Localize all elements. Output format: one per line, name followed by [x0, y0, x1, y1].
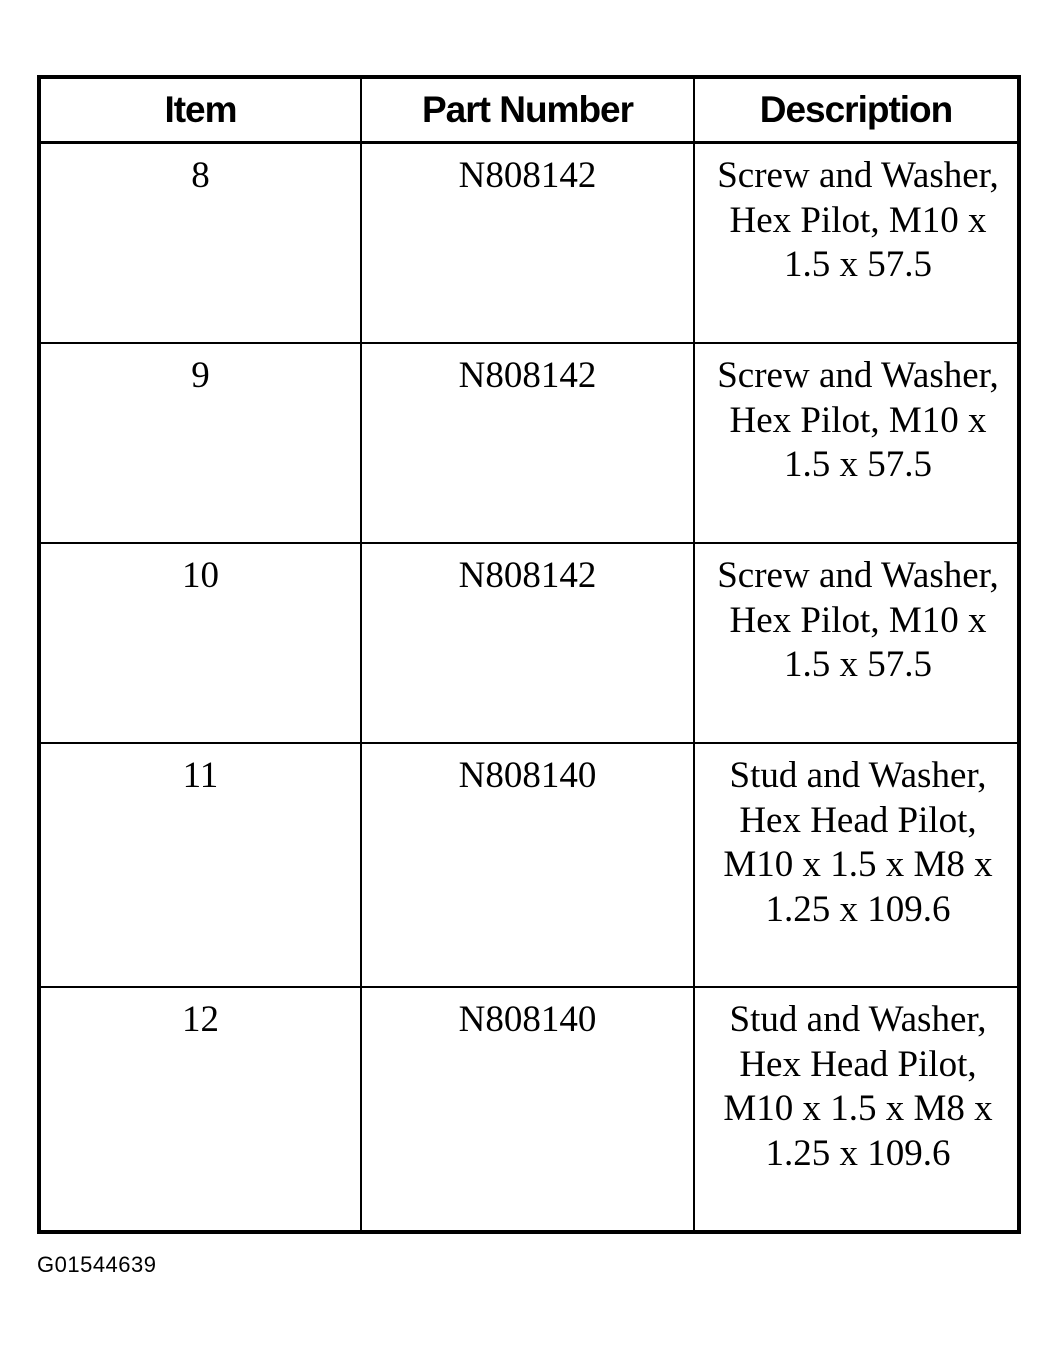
item-cell: 8 [39, 143, 361, 344]
item-cell: 10 [39, 543, 361, 743]
item-cell: 12 [39, 987, 361, 1232]
item-cell: 11 [39, 743, 361, 987]
part-number-cell: N808142 [361, 543, 694, 743]
column-header-part-number: Part Number [361, 77, 694, 143]
description-cell: Screw and Washer, Hex Pilot, M10 x 1.5 x 57.5 [694, 543, 1019, 743]
table-row [39, 343, 1019, 543]
description-cell: Stud and Washer, Hex Head Pilot, M10 x 1.5 x M8 x 1.25 x 109.6 [694, 743, 1019, 987]
description-cell: Screw and Washer, Hex Pilot, M10 x 1.5 x 57.5 [694, 143, 1019, 344]
part-number-cell: N808140 [361, 743, 694, 987]
part-number-cell: N808142 [361, 343, 694, 543]
table-header-row [39, 77, 1019, 143]
table-row [39, 743, 1019, 987]
column-header-item: Item [39, 77, 361, 143]
table-row [39, 143, 1019, 344]
table-row [39, 543, 1019, 743]
description-cell: Screw and Washer, Hex Pilot, M10 x 1.5 x 57.5 [694, 343, 1019, 543]
description-cell: Stud and Washer, Hex Head Pilot, M10 x 1.5 x M8 x 1.25 x 109.6 [694, 987, 1019, 1232]
column-header-description: Description [694, 77, 1019, 143]
table-row [39, 987, 1019, 1232]
item-cell: 9 [39, 343, 361, 543]
part-number-cell: N808140 [361, 987, 694, 1232]
parts-table [37, 75, 1021, 1234]
part-number-cell: N808142 [361, 143, 694, 344]
figure-id: G01544639 [37, 1252, 157, 1277]
